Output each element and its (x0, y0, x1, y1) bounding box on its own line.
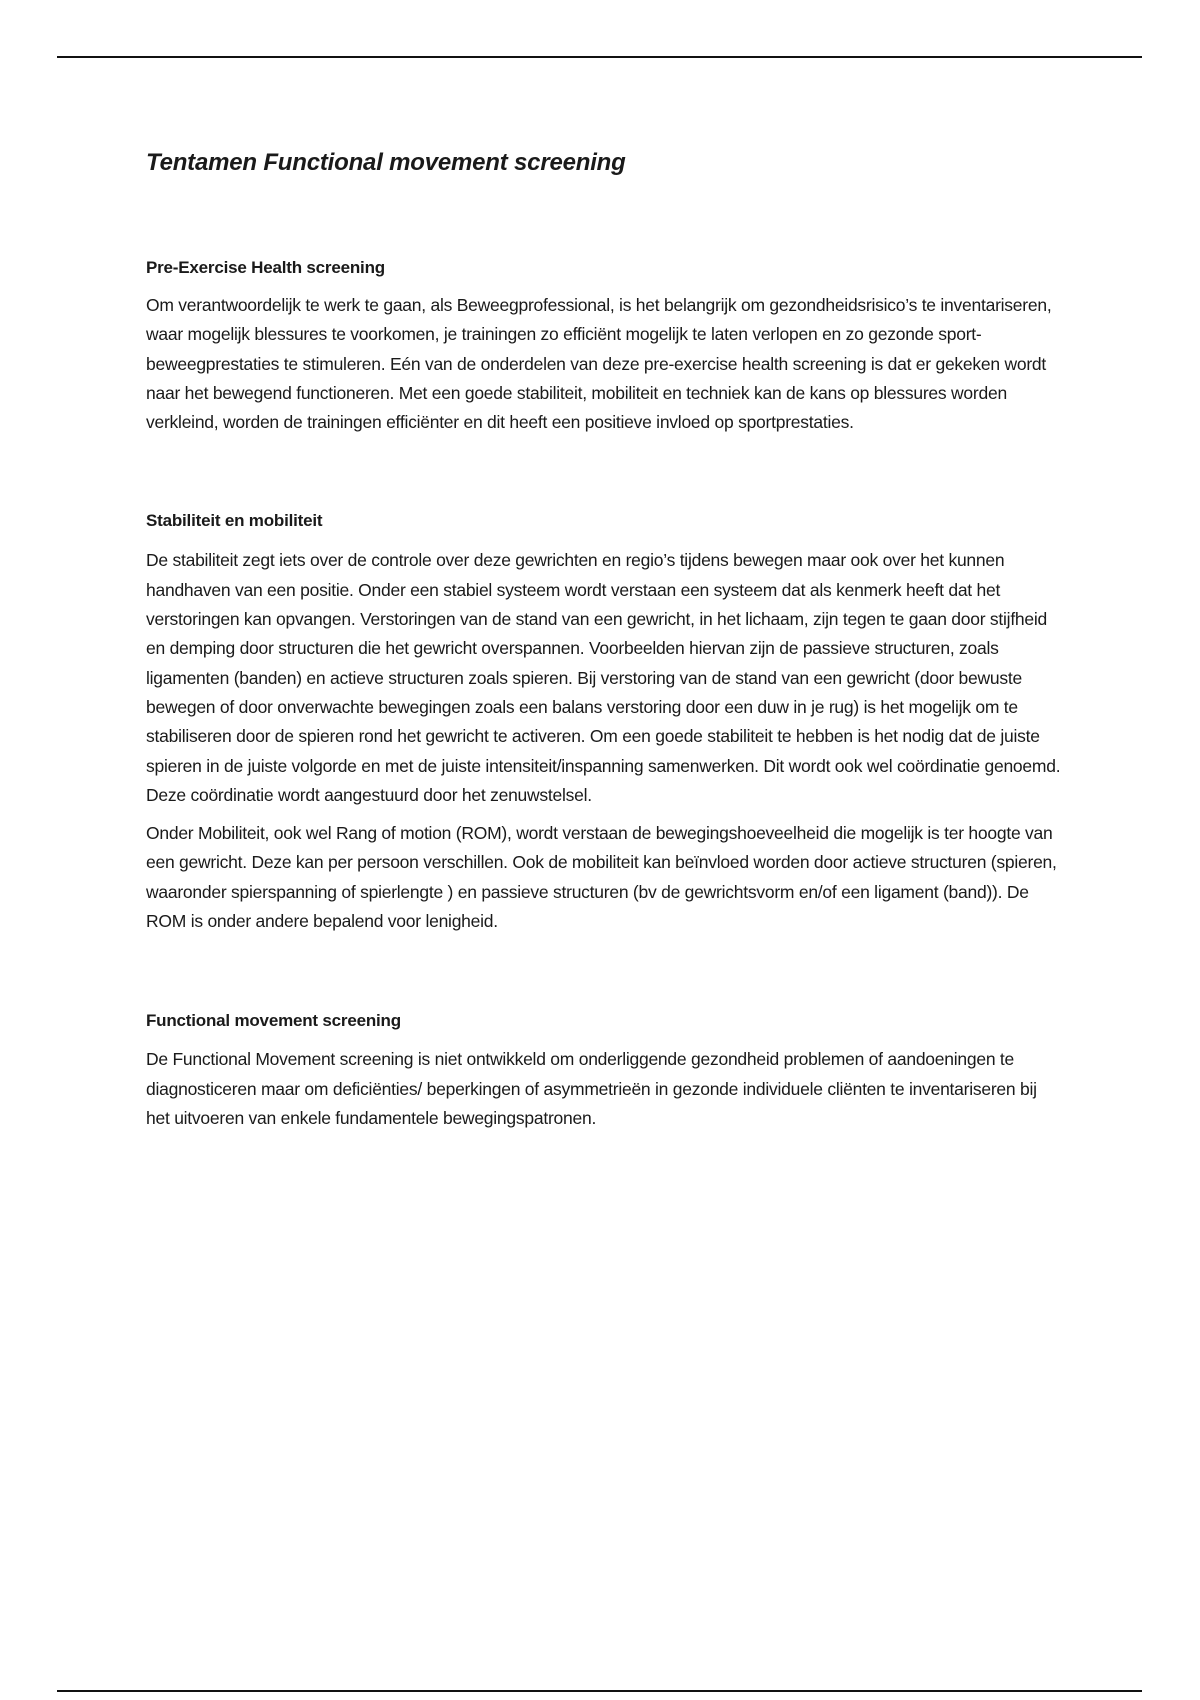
paragraph-pre-exercise: Om verantwoordelijk te werk te gaan, als Beweegprofessional, is het belangrijk om gezondheidsrisico’s te inventariseren, waar mogelijk blessures te voorkomen, je trainingen zo efficiënt mogelijk te laten verlopen en zo gezonde sport-beweegprestaties te stimuleren. Eén van de onderdelen van deze pre-exercise health screening is dat er gekeken wordt naar het bewegend functioneren. Met een goede stabiliteit, mobiliteit en techniek kan de kans op blessures worden verkleind, worden de trainingen efficiënter en dit heeft een positieve invloed op sportprestaties. (146, 295, 1052, 433)
paragraph-mobiliteit: Onder Mobiliteit, ook wel Rang of motion (ROM), wordt verstaan de bewegingshoeveelheid die mogelijk is ter hoogte van een gewricht. Deze kan per persoon verschillen. Ook de mobiliteit kan beïnvloed worden door actieve structuren (spieren, waaronder spierspanning of spierlengte ) en passieve structuren (bv de gewrichtsvorm en/of een ligament (band)). De ROM is onder andere bepalend voor lenigheid. (146, 823, 1057, 932)
document-body (146, 146, 1064, 1133)
paragraph-stabiliteit: De stabiliteit zegt iets over de controle over deze gewrichten en regio’s tijdens bewegen maar ook over het kunnen handhaven van een positie. Onder een stabiel systeem wordt verstaan een systeem dat als kenmerk heeft dat het verstoringen kan opvangen. Verstoringen van de stand van een gewricht, in het lichaam, zijn tegen te gaan door stijfheid en demping door structuren die het gewricht overspannen. Voorbeelden hiervan zijn de passieve structuren, zoals ligamenten (banden) en actieve structuren zoals spieren. Bij verstoring van de stand van een gewricht (door bewuste bewegen of door onverwachte bewegingen zoals een balans verstoring door een duw in je rug) is het mogelijk om te stabiliseren door de spieren rond het gewricht te activeren. Om een goede stabiliteit te hebben is het nodig dat de juiste spieren in de juiste volgorde en met de juiste intensiteit/inspanning samenwerken. Dit wordt ook wel coördinatie genoemd. Deze coördinatie wordt aangestuurd door het zenuwstelsel. (146, 550, 1061, 805)
document-title: Tentamen Functional movement screening (146, 149, 626, 176)
paragraph-fms: De Functional Movement screening is niet ontwikkeld om onderliggende gezondheid problemen of aandoeningen te diagnosticeren maar om deficiënties/ beperkingen of asymmetrieën in gezonde individuele cliënten te inventariseren bij het uitvoeren van enkele fundamentele bewegingspatronen. (146, 1049, 1037, 1128)
section-heading-pre-exercise: Pre-Exercise Health screening (146, 258, 385, 277)
section-heading-fms: Functional movement screening (146, 1011, 401, 1031)
page-top-rule (57, 56, 1142, 58)
section-heading-stabiliteit: Stabiliteit en mobiliteit (146, 511, 323, 531)
page-bottom-rule (57, 1690, 1142, 1692)
